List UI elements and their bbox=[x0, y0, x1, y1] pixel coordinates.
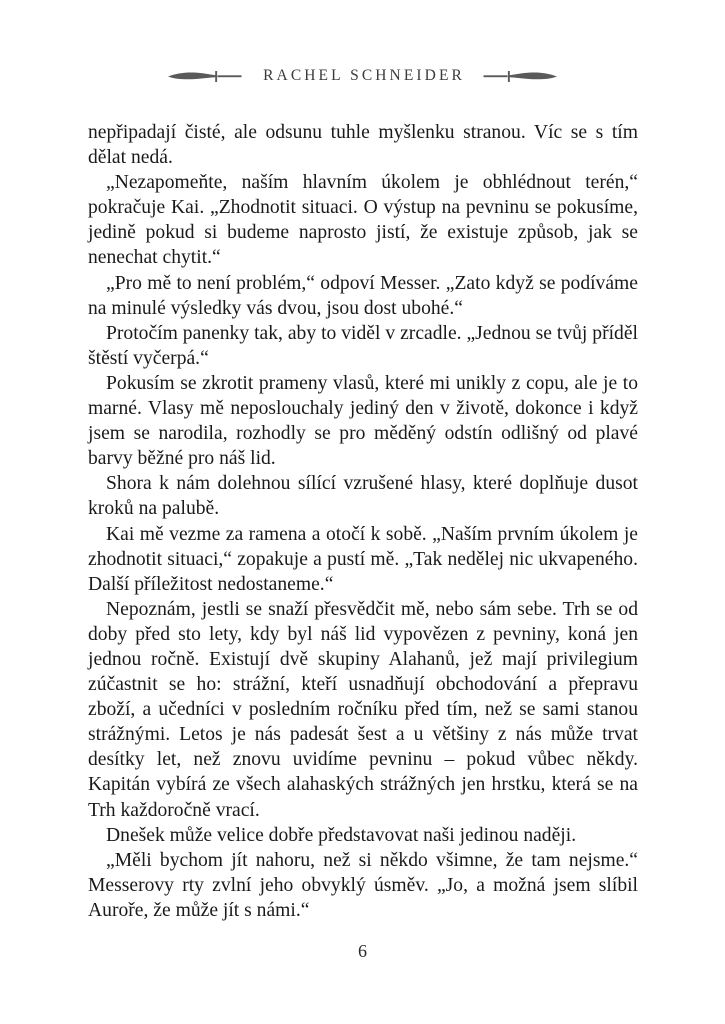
ornament-left-icon bbox=[166, 67, 244, 85]
paragraph: Pokusím se zkrotit prameny vlasů, které mi unikly z copu, ale je to marné. Vlasy mě neposlouchaly jediný den v životě, dokonce i když jsem se narodila, rozhodly se pro měděný odstín odlišný od plavé barvy běžné pro náš lid. bbox=[88, 372, 638, 470]
paragraph: „Pro mě to není problém,“ odpoví Messer. „Zato když se podíváme na minulé výsledky vás dvou, jsou dost ubohé.“ bbox=[88, 272, 638, 319]
paragraph: Shora k nám dolehnou sílící vzrušené hlasy, které doplňuje dusot kroků na palubě. bbox=[88, 473, 638, 520]
paragraph: Dnešek může velice dobře představovat naši jedinou naději. bbox=[106, 824, 577, 846]
paragraph: nepřipadají čisté, ale odsunu tuhle myšlenku stranou. Víc se s tím dělat nedá. bbox=[88, 122, 638, 169]
page-number: 6 bbox=[358, 941, 367, 961]
paragraph: Kai mě vezme za ramena a otočí k sobě. „Naším prvním úkolem je zhodnotit situaci,“ zopakuje a pustí mě. „Tak nedělej nic ukvapeného. Další příležitost nedostaneme.“ bbox=[88, 523, 638, 595]
paragraph: Nepoznám, jestli se snaží přesvědčit mě, nebo sám sebe. Trh se od doby před sto lety, kdy byl náš lid vypovězen z pevniny, koná jen jednou ročně. Existují dvě skupiny Alahanů, jež mají privilegium zúčastnit se ho: strážní, kteří usnadňují obchodování a přepravu zboží, a učedníci v posledním ročníku před tím, než se sami stanou strážnými. Letos je nás padesát šest a u většiny z nás může trvat desítky let, než znovu uvidíme pevninu – pokud vůbec někdy. Kapitán vybírá ze všech alahaských strážných jen hrstku, která se na Trh každoročně vrací. bbox=[88, 598, 638, 821]
paragraph: „Měli bychom jít nahoru, než si někdo všimne, že tam nejsme.“ Messerovy rty zvlní jeho obvyklý úsměv. „Jo, a možná jsem slíbil Auroře, že může jít s námi.“ bbox=[88, 849, 638, 921]
running-head bbox=[0, 62, 725, 90]
ornament-right-icon bbox=[481, 67, 559, 85]
paragraph: Protočím panenky tak, aby to viděl v zrcadle. „Jednou se tvůj příděl štěstí vyčerpá.“ bbox=[88, 322, 638, 369]
paragraph: „Nezapomeňte, naším hlavním úkolem je obhlédnout terén,“ pokračuje Kai. „Zhodnotit situaci. O výstup na pevninu se pokusíme, jedině pokud si budeme naprosto jistí, že existuje způsob, jak se nenechat chytit.“ bbox=[88, 172, 638, 269]
body-text-block bbox=[88, 120, 638, 923]
running-head-title: RACHEL SCHNEIDER bbox=[263, 67, 465, 84]
